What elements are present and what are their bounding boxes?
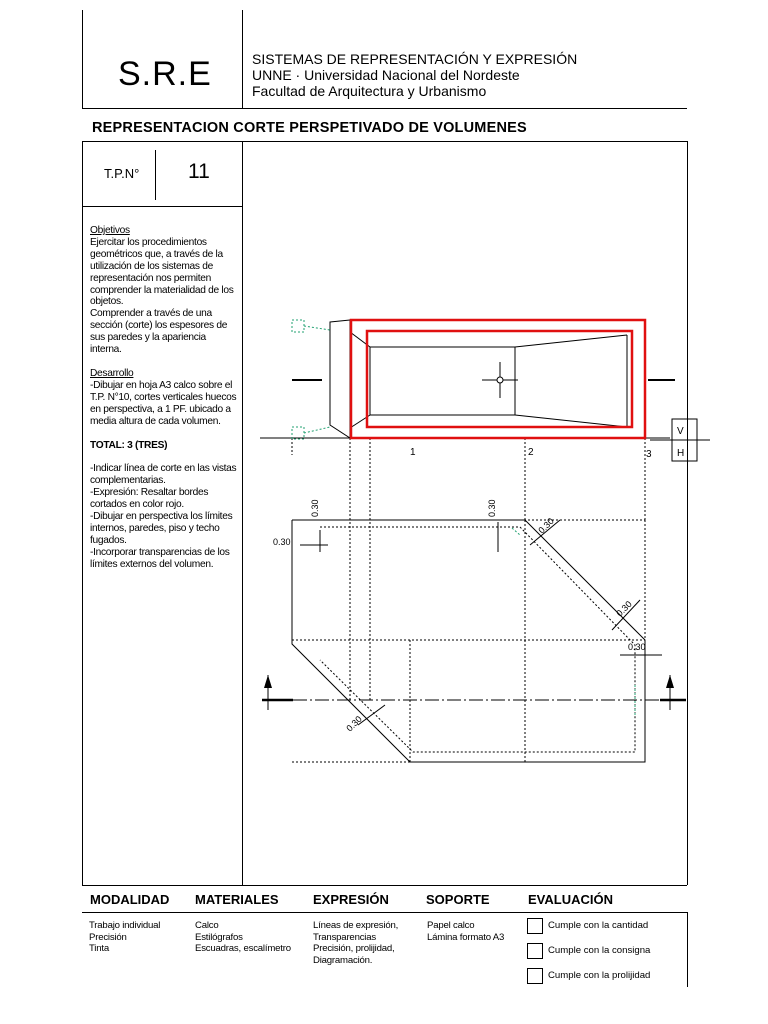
dim-label: 0.30: [487, 499, 497, 517]
dim-label: 0.30: [536, 515, 556, 536]
label-v: V: [677, 426, 684, 437]
checkbox-label: Cumple con la cantidad: [548, 920, 649, 931]
development-heading: Desarrollo: [90, 367, 134, 379]
list-item: Calco: [195, 920, 219, 931]
page-title: REPRESENTACION CORTE PERSPETIVADO DE VOLUMENES: [92, 120, 527, 136]
list-item: Diagramación.: [313, 954, 373, 966]
footer-header-materiales: MATERIALES: [195, 892, 279, 907]
objectives-text-2: Comprender a través de una sección (corte) los espesores de sus paredes y la apariencia interna.: [90, 308, 228, 356]
checkbox-label: Cumple con la prolijidad: [548, 970, 651, 981]
checkbox-prolijidad[interactable]: [527, 968, 543, 984]
list-item: Líneas de expresión,: [313, 920, 399, 931]
list-item: Escuadras, escalímetro: [195, 943, 291, 955]
list-item: Trabajo individual: [89, 920, 161, 931]
faculty-name: Facultad de Arquitectura y Urbanismo: [252, 83, 487, 99]
footer-header-expresion: EXPRESIÓN: [313, 892, 389, 907]
dim-label: 0.30: [614, 598, 634, 619]
list-item: Precisión, prolijidad,: [313, 943, 395, 955]
instruction-item: -Dibujar en perspectiva los límites internos, paredes, piso y techo fugados.: [90, 511, 233, 546]
modalidad-list: [89, 920, 160, 955]
dim-label: 0.30: [344, 713, 364, 734]
dim-label: 0.30: [628, 642, 646, 652]
materiales-list: [195, 920, 291, 955]
footer-header-modalidad: MODALIDAD: [90, 892, 170, 907]
tp-number: 11: [188, 160, 210, 183]
label-p1: 1: [410, 447, 416, 458]
tp-label: T.P.N°: [104, 166, 140, 181]
checkbox-consigna[interactable]: [527, 943, 543, 959]
volume-inner-box: [370, 347, 515, 415]
footer-header-evaluacion: EVALUACIÓN: [528, 892, 613, 907]
subject-name: SISTEMAS DE REPRESENTACIÓN Y EXPRESIÓN: [252, 51, 578, 67]
course-acronym: S.R.E: [118, 55, 212, 93]
label-p3: 3: [646, 449, 652, 460]
checkbox-label: Cumple con la consigna: [548, 945, 651, 956]
list-item: Tinta: [89, 943, 109, 955]
label-p2: 2: [528, 447, 534, 458]
list-item: Transparencias: [313, 931, 376, 943]
list-item: Estilógrafos: [195, 931, 243, 943]
instruction-item: -Incorporar transparencias de los límites externos del volumen.: [90, 546, 230, 570]
instruction-item: -Indicar línea de corte en las vistas complementarias.: [90, 463, 237, 487]
footer-header-soporte: SOPORTE: [426, 892, 490, 907]
soporte-list: [427, 920, 504, 943]
checkbox-cantidad[interactable]: [527, 918, 543, 934]
university-name: UNNE · Universidad Nacional del Nordeste: [252, 67, 520, 83]
total-label: TOTAL: 3 (TRES): [90, 439, 168, 451]
instruction-item: -Expresión: Resaltar bordes cortados en color rojo.: [90, 487, 209, 511]
list-item: Papel calco: [427, 920, 475, 931]
list-item: Lámina formato A3: [427, 931, 505, 943]
label-h: H: [677, 448, 685, 459]
objectives-text-1: Ejercitar los procedimientos geométricos que, a través de la utilización de los sistemas de representación nos permiten comprender la materialidad de los objetos.: [90, 236, 234, 308]
expresion-list: [313, 920, 398, 966]
list-item: Precisión: [89, 931, 127, 943]
dim-label: 0.30: [273, 537, 291, 547]
dim-label: 0.30: [310, 499, 320, 517]
objectives-heading: Objetivos: [90, 225, 130, 236]
development-text: -Dibujar en hoja A3 calco sobre el T.P. N°10, cortes verticales huecos en perspectiva, a 1 PF. ubicado a media altura de cada volumen.: [90, 379, 237, 427]
